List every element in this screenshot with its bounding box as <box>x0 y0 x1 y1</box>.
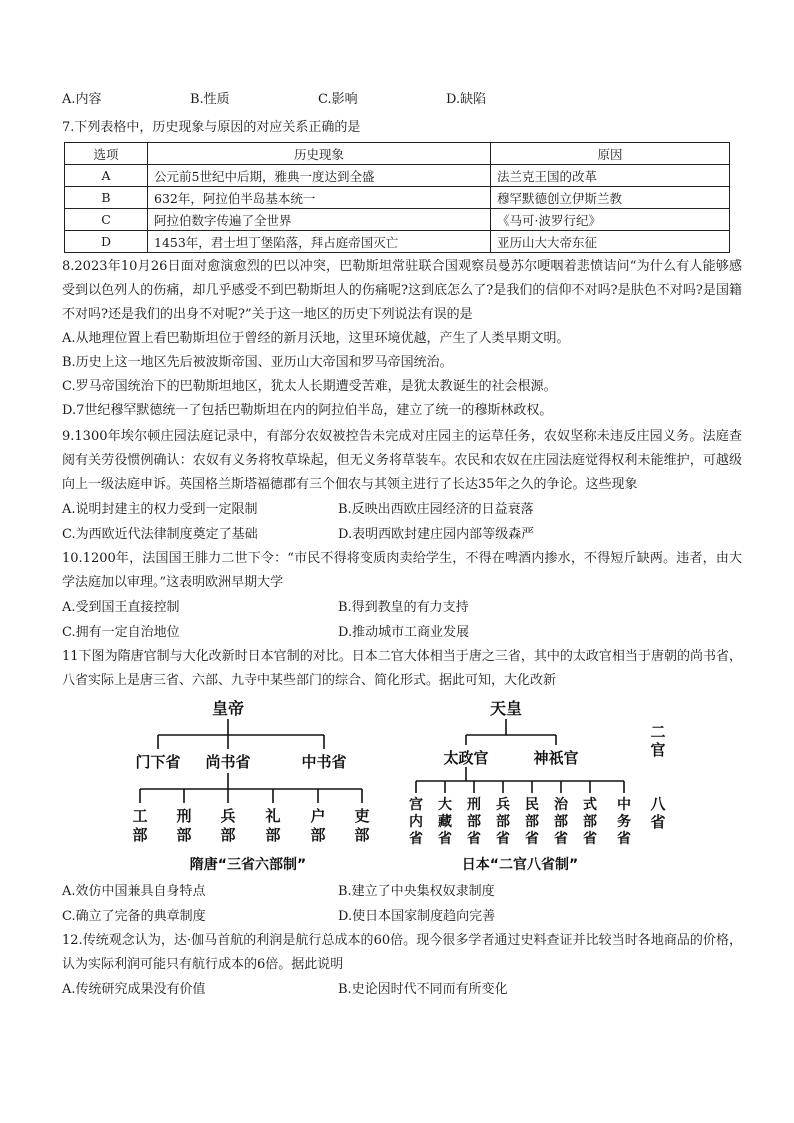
shangshu-node: 尚书省 <box>205 753 251 771</box>
table-row <box>65 165 730 187</box>
eight-ministries <box>409 796 631 847</box>
q6-option-b[interactable]: B.性质 <box>190 92 230 107</box>
q7-row-c-reason: 《马可·波罗行纪》 <box>491 209 730 231</box>
q7-row-d-option: D <box>65 231 148 253</box>
q12-options-row1 <box>62 977 742 1002</box>
q7-row-a-phenomenon: 公元前5世纪中后期，雅典一度达到全盛 <box>148 165 491 187</box>
ministry-node: 民部省 <box>525 797 539 847</box>
left-chart-caption: 隋唐“三省六部制” <box>189 857 307 873</box>
q7-row-b-phenomenon: 632年，阿拉伯半岛基本统一 <box>148 187 491 209</box>
jingikan-node: 神祇官 <box>533 749 579 767</box>
q7-row-c-phenomenon: 阿拉伯数字传遍了全世界 <box>148 209 491 231</box>
q9-option-a[interactable]: A.说明封建主的权力受到一定限制 <box>62 502 258 517</box>
q12-option-a[interactable]: A.传统研究成果没有价值 <box>62 982 206 997</box>
tenno-node: 天皇 <box>489 699 523 718</box>
ministry-node: 式部省 <box>583 797 597 847</box>
q7-row-d-phenomenon: 1453年，君士坦丁堡陷落，拜占庭帝国灭亡 <box>148 231 491 253</box>
q7-stem: 7.下列表格中，历史现象与原因的对应关系正确的是 <box>62 120 361 135</box>
q10-option-b[interactable]: B.得到教皇的有力支持 <box>338 600 469 615</box>
ministry-node: 礼部 <box>265 807 281 844</box>
q6-option-a[interactable]: A.内容 <box>62 92 102 107</box>
q10-option-c[interactable]: C.拥有一定自治地位 <box>62 625 180 640</box>
q7-row-a-reason: 法兰克王国的改革 <box>491 165 730 187</box>
q7-header-row <box>65 143 730 165</box>
ministry-node: 刑部 <box>176 807 192 844</box>
table-row <box>65 187 730 209</box>
emperor-node: 皇帝 <box>211 699 245 718</box>
ministry-node: 户部 <box>310 807 326 844</box>
q6-options <box>62 88 742 112</box>
q8-option-d[interactable]: D.7世纪穆罕默德统一了包括巴勒斯坦在内的阿拉伯半岛，建立了统一的穆斯林政权。 <box>62 403 553 418</box>
q10-stem: 10.1200年，法国国王腓力二世下令：“市民不得将变质肉卖给学生，不得在啤酒内掺水，不得短斤缺两。违者，由大学法庭加以审理。”这表明欧洲早期大学 <box>62 551 742 590</box>
q6-option-d[interactable]: D.缺陷 <box>446 92 487 107</box>
q7-row-b-option: B <box>65 187 148 209</box>
q11-option-b[interactable]: B.建立了中央集权奴隶制度 <box>338 884 495 899</box>
q6-option-c[interactable]: C.影响 <box>318 92 358 107</box>
eight-ministries-label <box>650 795 666 831</box>
two-offices-side-label: 二官 <box>650 723 666 759</box>
q11-options-row1 <box>62 879 742 904</box>
table-row <box>65 209 730 231</box>
q9-options-row1 <box>62 497 742 522</box>
q8-stem: 8.2023年10月26日面对愈演愈烈的巴以冲突，巴勒斯坦常驻联合国观察员曼苏尔哽咽着悲愤诘问“为什么有人能够感受到以色列人的伤痛，却几乎感受不到巴勒斯坦人的伤痛呢?这到底怎么了?是我们的信仰不对吗?是肤色不对吗?是国籍不对吗?还是我们的出身不对呢?”关于这一地区的历史下列说法有误的是 <box>62 259 742 322</box>
exam-page <box>62 88 742 1002</box>
menxia-node: 门下省 <box>135 753 181 771</box>
q11-option-d[interactable]: D.使日本国家制度趋向完善 <box>338 909 496 924</box>
q7-row-c-option: C <box>65 209 148 231</box>
eight-ministries-side-label: 八省 <box>650 795 666 831</box>
q11-stem: 11下图为隋唐官制与大化改新时日本官制的对比。日本二官大体相当于唐之三省，其中的太政官相当于唐朝的尚书省，八省实际上是唐三省、六部、九寺中某些部门的综合、简化形式。据此可知，大化改新 <box>62 649 742 688</box>
q7-header-phenomenon: 历史现象 <box>148 143 491 165</box>
right-chart-caption: 日本“二官八省制” <box>461 857 579 873</box>
q11-options-row2 <box>62 904 742 929</box>
q11-option-c[interactable]: C.确立了完备的典章制度 <box>62 909 206 924</box>
q11-official-system-diagram <box>128 697 676 877</box>
ministry-node: 中务省 <box>617 797 631 847</box>
q10-option-a[interactable]: A.受到国王直接控制 <box>62 600 180 615</box>
ministry-node: 宫内省 <box>409 797 423 847</box>
q12-stem: 12.传统观念认为，达·伽马首航的利润是航行总成本的60倍。现今很多学者通过史料查证并比较当时各地商品的价格，认为实际利润可能只有航行成本的6倍。据此说明 <box>62 933 742 972</box>
ministry-node: 吏部 <box>354 807 370 844</box>
q11-option-a[interactable]: A.效仿中国兼具自身特点 <box>62 884 206 899</box>
table-row <box>65 231 730 253</box>
ministry-node: 治部省 <box>554 797 568 847</box>
org-chart-svg <box>128 697 676 877</box>
ministry-node: 兵部省 <box>496 797 510 847</box>
ministry-node: 工部 <box>132 807 148 844</box>
q12-option-b[interactable]: B.史论因时代不同而有所变化 <box>338 982 508 997</box>
q7-header-option: 选项 <box>65 143 148 165</box>
q9-stem: 9.1300年埃尔顿庄园法庭记录中，有部分农奴被控告未完成对庄园主的运草任务，农奴坚称未违反庄园义务。法庭查阅有关劳役惯例确认：农奴有义务将牧草垛起，但无义务将草装车。农民和农奴在庄园法庭觉得权利未能维护，可越级向上一级法庭申诉。英国格兰斯塔福德郡有三个佃农与其领主进行了长达35年之久的争论。这些现象 <box>62 429 742 492</box>
q10-options-row1 <box>62 595 742 620</box>
daijokan-node: 太政官 <box>443 749 489 767</box>
ministry-node: 刑部省 <box>467 797 481 847</box>
q9-options-row2 <box>62 522 742 547</box>
zhongshu-node: 中书省 <box>301 753 347 771</box>
ministry-node: 兵部 <box>220 807 236 844</box>
q9-option-d[interactable]: D.表明西欧封建庄园内部等级森严 <box>338 527 535 542</box>
two-offices-label <box>650 723 665 759</box>
q8-option-c[interactable]: C.罗马帝国统治下的巴勒斯坦地区，犹太人长期遭受苦难，是犹太教诞生的社会根源。 <box>62 379 557 394</box>
q8-option-b[interactable]: B.历史上这一地区先后被波斯帝国、亚历山大帝国和罗马帝国统治。 <box>62 355 453 370</box>
q7-row-b-reason: 穆罕默德创立伊斯兰教 <box>491 187 730 209</box>
q8-option-a[interactable]: A.从地理位置上看巴勒斯坦位于曾经的新月沃地，这里环境优越，产生了人类早期文明。 <box>62 331 570 346</box>
q10-options-row2 <box>62 620 742 645</box>
q9-option-c[interactable]: C.为西欧近代法律制度奠定了基础 <box>62 527 258 542</box>
q7-header-reason: 原因 <box>491 143 730 165</box>
q9-option-b[interactable]: B.反映出西欧庄园经济的日益衰落 <box>338 502 534 517</box>
q10-option-d[interactable]: D.推动城市工商业发展 <box>338 625 470 640</box>
six-ministries <box>132 807 369 844</box>
q7-row-a-option: A <box>65 165 148 187</box>
ministry-node: 大藏省 <box>438 797 452 847</box>
q7-row-d-reason: 亚历山大大帝东征 <box>491 231 730 253</box>
q7-table <box>64 142 730 253</box>
